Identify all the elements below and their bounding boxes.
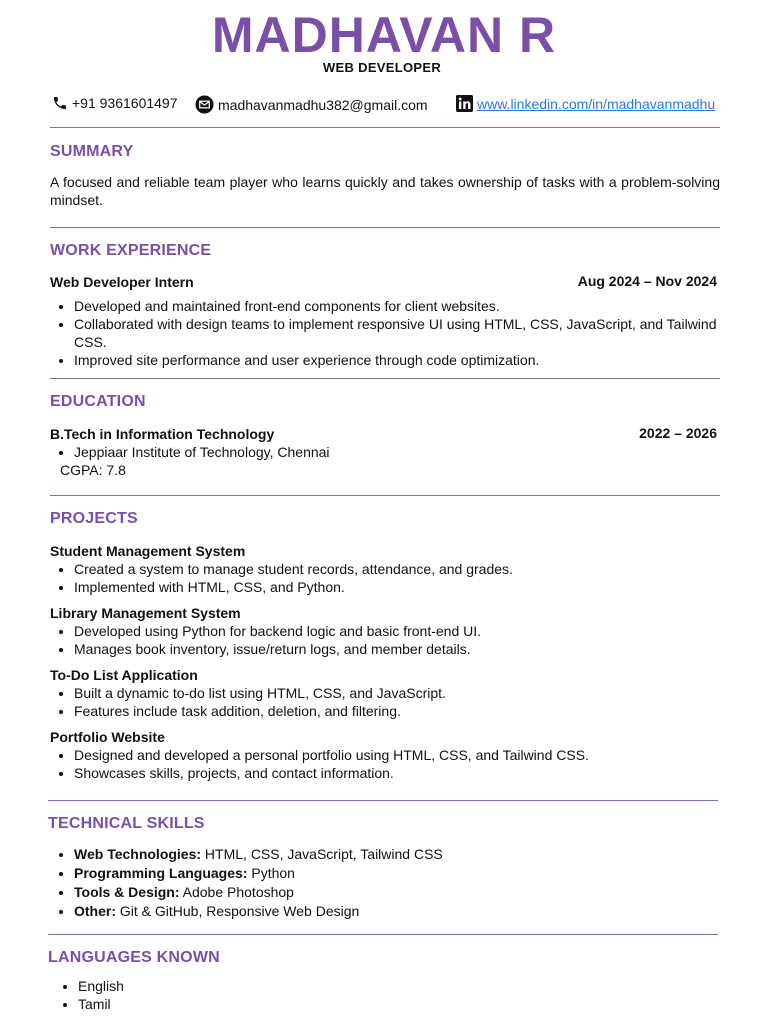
project-title: To-Do List Application	[50, 667, 198, 683]
divider	[50, 495, 720, 496]
divider	[50, 227, 720, 228]
divider	[48, 934, 718, 935]
education-degree: B.Tech in Information Technology	[50, 426, 275, 442]
section-heading-skills: TECHNICAL SKILLS	[48, 815, 205, 832]
contact-phone	[52, 95, 178, 111]
skill-label: Other:	[74, 903, 116, 919]
list-item: • Tamil	[78, 995, 738, 1013]
skill-label: Web Technologies:	[74, 846, 202, 862]
contact-linkedin[interactable]	[456, 95, 715, 112]
education-dates: 2022 – 2026	[639, 425, 717, 441]
list-item: • Features include task addition, deletion, and filtering.	[74, 702, 734, 720]
languages-list	[54, 977, 738, 1013]
linkedin-link[interactable]: www.linkedin.com/in/madhavanmadhu	[477, 95, 716, 112]
list-item: • English	[78, 977, 738, 995]
email-address[interactable]: madhavanmadhu382@gmail.com	[218, 96, 428, 113]
contact-email[interactable]	[195, 95, 428, 114]
skill-value: HTML, CSS, JavaScript, Tailwind CSS	[201, 846, 443, 862]
skills-list	[50, 845, 734, 921]
candidate-name: MADHAVAN R	[211, 7, 557, 63]
work-title: Web Developer Intern	[50, 274, 194, 290]
skill-value: Python	[247, 865, 295, 881]
list-item: • Developed and maintained front-end components for client websites.	[74, 297, 734, 315]
project-bullets	[50, 746, 734, 782]
project-bullets	[50, 684, 734, 720]
divider	[50, 378, 720, 379]
phone-number: +91 9361601497	[72, 95, 178, 111]
list-item	[74, 845, 734, 864]
section-heading-languages: LANGUAGES KNOWN	[48, 949, 220, 966]
list-item: • Jeppiaar Institute of Technology, Chennai	[74, 443, 734, 461]
skill-value: Adobe Photoshop	[179, 884, 294, 900]
summary-text: A focused and reliable team player who learns quickly and takes ownership of tasks with a problem-solving mindset.	[50, 174, 720, 208]
project-title: Portfolio Website	[50, 729, 165, 745]
skill-label: Tools & Design:	[74, 884, 180, 900]
section-heading-summary: SUMMARY	[50, 143, 134, 160]
divider	[50, 127, 720, 128]
phone-icon	[52, 95, 68, 111]
list-item	[74, 883, 734, 902]
education-cgpa: CGPA: 7.8	[60, 462, 126, 478]
list-item: • Created a system to manage student records, attendance, and grades.	[74, 560, 734, 578]
work-dates: Aug 2024 – Nov 2024	[577, 273, 717, 289]
education-bullets	[50, 443, 734, 461]
job-title: WEB DEVELOPER	[322, 60, 442, 75]
project-title: Library Management System	[50, 605, 241, 621]
section-heading-work: WORK EXPERIENCE	[50, 242, 212, 259]
list-item: • Collaborated with design teams to implement responsive UI using HTML, CSS, JavaScript, and Tailwind CSS.	[74, 315, 734, 351]
linkedin-icon	[456, 95, 473, 112]
list-item	[74, 864, 734, 883]
section-heading-projects: PROJECTS	[50, 510, 138, 527]
skill-label: Programming Languages:	[74, 865, 248, 881]
list-item: • Improved site performance and user experience through code optimization.	[74, 351, 734, 369]
section-heading-education: EDUCATION	[50, 393, 146, 410]
list-item: • Developed using Python for backend logic and basic front-end UI.	[74, 622, 734, 640]
divider	[48, 800, 718, 801]
mail-icon	[195, 95, 214, 114]
list-item: • Built a dynamic to-do list using HTML, CSS, and JavaScript.	[74, 684, 734, 702]
contact-bar	[52, 95, 738, 115]
skill-value: Git & GitHub, Responsive Web Design	[116, 903, 360, 919]
list-item	[74, 902, 734, 921]
list-item: • Showcases skills, projects, and contact information.	[74, 764, 734, 782]
project-bullets	[50, 560, 734, 596]
work-bullets	[50, 297, 734, 369]
list-item: • Manages book inventory, issue/return logs, and member details.	[74, 640, 734, 658]
list-item: • Implemented with HTML, CSS, and Python.	[74, 578, 734, 596]
project-bullets	[50, 622, 734, 658]
list-item: • Designed and developed a personal portfolio using HTML, CSS, and Tailwind CSS.	[74, 746, 734, 764]
project-title: Student Management System	[50, 543, 246, 559]
